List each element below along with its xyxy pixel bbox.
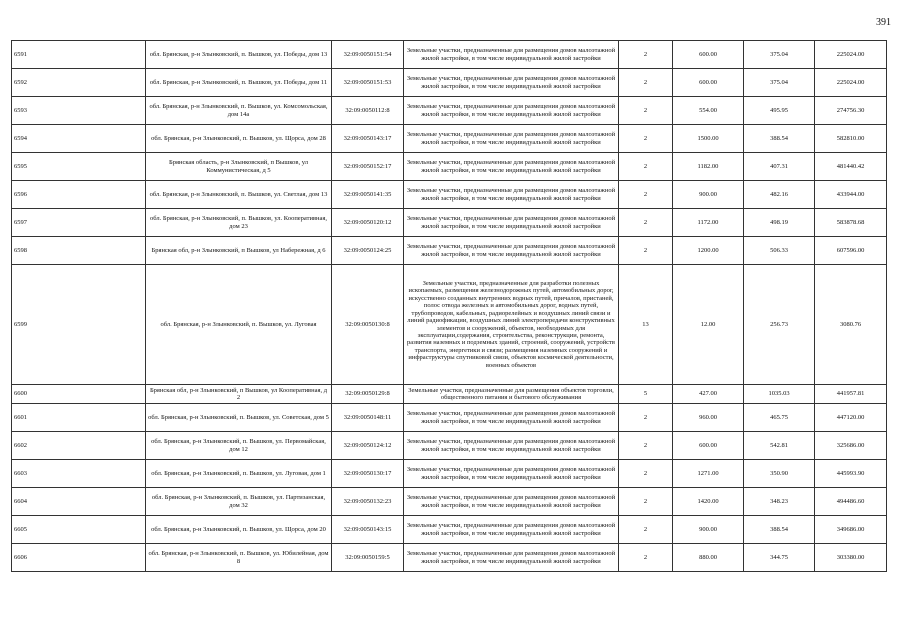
area-cell: 900.00 <box>673 516 744 544</box>
land-use-cell: Земельные участки, предназначенные для размещения домов малоэтажной жилой застройки, в том числе индивидуальной жилой застройки <box>404 41 619 69</box>
address-cell: обл. Брянская, р-н Злынковский, п. Вышков, ул. Кооперативная, дом 23 <box>146 209 332 237</box>
area-cell: 1420.00 <box>673 488 744 516</box>
land-use-cell: Земельные участки, предназначенные для размещения домов малоэтажной жилой застройки, в том числе индивидуальной жилой застройки <box>404 209 619 237</box>
area-cell: 880.00 <box>673 544 744 572</box>
address-cell: обл. Брянская, р-н Злынковский, п. Вышков, ул. Луговая, дом 1 <box>146 460 332 488</box>
cadastral-value-cell: 481440.42 <box>815 153 887 181</box>
cadastral-value-cell: 225024.00 <box>815 69 887 97</box>
table-row <box>12 237 887 265</box>
unit-value-cell: 498.19 <box>744 209 815 237</box>
address-cell: обл. Брянская, р-н Злынковский, п. Вышков, ул. Первомайская, дом 12 <box>146 432 332 460</box>
unit-value-cell: 542.81 <box>744 432 815 460</box>
unit-value-cell: 350.90 <box>744 460 815 488</box>
use-group-cell: 2 <box>619 460 673 488</box>
row-number: 6599 <box>12 265 146 385</box>
page-number: 391 <box>876 17 891 28</box>
row-number: 6600 <box>12 385 146 404</box>
table-row <box>12 209 887 237</box>
unit-value-cell: 482.16 <box>744 181 815 209</box>
cadastral-number-cell: 32:09:0050132:23 <box>332 488 404 516</box>
table-row <box>12 181 887 209</box>
row-number: 6594 <box>12 125 146 153</box>
use-group-cell: 2 <box>619 237 673 265</box>
address-cell: обл. Брянская, р-н Злынковский, п. Вышков, ул. Победы, дом 13 <box>146 41 332 69</box>
land-use-cell: Земельные участки, предназначенные для размещения домов малоэтажной жилой застройки, в том числе индивидуальной жилой застройки <box>404 488 619 516</box>
cadastral-number-cell: 32:09:0050129:8 <box>332 385 404 404</box>
area-cell: 960.00 <box>673 404 744 432</box>
use-group-cell: 2 <box>619 69 673 97</box>
row-number: 6592 <box>12 69 146 97</box>
table-row <box>12 488 887 516</box>
cadastral-number-cell: 32:09:0050130:8 <box>332 265 404 385</box>
row-number: 6597 <box>12 209 146 237</box>
cadastral-number-cell: 32:09:0050152:17 <box>332 153 404 181</box>
land-use-cell: Земельные участки, предназначенные для размещения домов малоэтажной жилой застройки, в том числе индивидуальной жилой застройки <box>404 97 619 125</box>
cadastral-number-cell: 32:09:0050148:11 <box>332 404 404 432</box>
row-number: 6601 <box>12 404 146 432</box>
cadastral-value-cell: 225024.00 <box>815 41 887 69</box>
row-number: 6604 <box>12 488 146 516</box>
address-cell: обл. Брянская, р-н Злынковский, п. Вышков, ул. Щорса, дом 28 <box>146 125 332 153</box>
address-cell: обл. Брянская, р-н Злынковский, п. Вышков, ул. Комсомольская, дом 14а <box>146 97 332 125</box>
cadastral-number-cell: 32:09:0050143:17 <box>332 125 404 153</box>
unit-value-cell: 388.54 <box>744 516 815 544</box>
address-cell: Брянская обл, р-н Злынковский, п Вышков, ул Кооперативная, д 2 <box>146 385 332 404</box>
area-cell: 600.00 <box>673 69 744 97</box>
use-group-cell: 2 <box>619 41 673 69</box>
cadastral-number-cell: 32:09:0050143:15 <box>332 516 404 544</box>
row-number: 6602 <box>12 432 146 460</box>
land-use-cell: Земельные участки, предназначенные для размещения домов малоэтажной жилой застройки, в том числе индивидуальной жилой застройки <box>404 432 619 460</box>
use-group-cell: 2 <box>619 544 673 572</box>
land-use-cell: Земельные участки, предназначенные для размещения домов малоэтажной жилой застройки, в том числе индивидуальной жилой застройки <box>404 237 619 265</box>
land-use-cell: Земельные участки, предназначенные для размещения домов малоэтажной жилой застройки, в том числе индивидуальной жилой застройки <box>404 404 619 432</box>
table-row <box>12 404 887 432</box>
use-group-cell: 2 <box>619 516 673 544</box>
area-cell: 427.00 <box>673 385 744 404</box>
use-group-cell: 2 <box>619 488 673 516</box>
address-cell: обл. Брянская, р-н Злынковский, п. Вышков, ул. Светлая, дом 13 <box>146 181 332 209</box>
unit-value-cell: 344.75 <box>744 544 815 572</box>
cadastral-value-cell: 582810.00 <box>815 125 887 153</box>
area-cell: 1200.00 <box>673 237 744 265</box>
row-number: 6598 <box>12 237 146 265</box>
row-number: 6593 <box>12 97 146 125</box>
table-row <box>12 516 887 544</box>
cadastral-number-cell: 32:09:0050159:5 <box>332 544 404 572</box>
unit-value-cell: 256.73 <box>744 265 815 385</box>
land-use-cell: Земельные участки, предназначенные для размещения домов малоэтажной жилой застройки, в том числе индивидуальной жилой застройки <box>404 125 619 153</box>
row-number: 6603 <box>12 460 146 488</box>
area-cell: 1172.00 <box>673 209 744 237</box>
cadastral-number-cell: 32:09:0050120:12 <box>332 209 404 237</box>
cadastral-number-cell: 32:09:0050141:35 <box>332 181 404 209</box>
land-use-cell: Земельные участки, предназначенные для разработки полезных ископаемых, размещения железнодорожных путей, автомобильных дорог, искусственно созданных внутренних водных путей, причалов, пристаней, полос отвода железных и автомобильных дорог, водных путей, трубопроводов, кабельных, радиорелейных и воздушных линий связи и линий радиофикации, воздушных линий электропередачи конструктивных элементов и сооружений, объектов, необходимых для эксплуатации,содержания, строительства, реконструкции, ремонта, развития наземных и подземных зданий, строений, сооружений, устройств транспорта, энергетики и связи; размещения наземных сооружений и инфраструктуры спутниковой связи, объектов космической деятельности, военных объектов <box>404 265 619 385</box>
cadastral-value-cell: 349686.00 <box>815 516 887 544</box>
area-cell: 600.00 <box>673 432 744 460</box>
cadastral-value-cell: 3080.76 <box>815 265 887 385</box>
address-cell: обл. Брянская, р-н Злынковский, п. Вышков, ул. Советская, дом 5 <box>146 404 332 432</box>
use-group-cell: 2 <box>619 97 673 125</box>
cadastral-number-cell: 32:09:0050112:8 <box>332 97 404 125</box>
cadastral-value-cell: 325686.00 <box>815 432 887 460</box>
cadastral-number-cell: 32:09:0050124:12 <box>332 432 404 460</box>
area-cell: 600.00 <box>673 41 744 69</box>
cadastral-number-cell: 32:09:0050124:25 <box>332 237 404 265</box>
cadastral-value-cell: 447120.00 <box>815 404 887 432</box>
cadastral-number-cell: 32:09:0050151:53 <box>332 69 404 97</box>
unit-value-cell: 407.31 <box>744 153 815 181</box>
row-number: 6596 <box>12 181 146 209</box>
cadastral-value-cell: 607596.00 <box>815 237 887 265</box>
unit-value-cell: 388.54 <box>744 125 815 153</box>
row-number: 6605 <box>12 516 146 544</box>
row-number: 6606 <box>12 544 146 572</box>
address-cell: Брянская область, р-н Злынковский, п Вышков, ул Коммунистическая, д 5 <box>146 153 332 181</box>
use-group-cell: 2 <box>619 181 673 209</box>
use-group-cell: 13 <box>619 265 673 385</box>
unit-value-cell: 495.95 <box>744 97 815 125</box>
land-use-cell: Земельные участки, предназначенные для размещения домов малоэтажной жилой застройки, в том числе индивидуальной жилой застройки <box>404 153 619 181</box>
area-cell: 12.00 <box>673 265 744 385</box>
cadastral-value-cell: 303380.00 <box>815 544 887 572</box>
use-group-cell: 2 <box>619 209 673 237</box>
use-group-cell: 5 <box>619 385 673 404</box>
address-cell: обл. Брянская, р-н Злынковский, п. Вышков, ул. Партизанская, дом 32 <box>146 488 332 516</box>
cadastral-value-cell: 494486.60 <box>815 488 887 516</box>
row-number: 6591 <box>12 41 146 69</box>
area-cell: 900.00 <box>673 181 744 209</box>
unit-value-cell: 375.04 <box>744 41 815 69</box>
table-row <box>12 544 887 572</box>
table-row <box>12 125 887 153</box>
unit-value-cell: 1035.03 <box>744 385 815 404</box>
cadastral-value-table <box>11 40 887 572</box>
use-group-cell: 2 <box>619 125 673 153</box>
address-cell: обл. Брянская, р-н Злынковский, п. Вышков, ул. Юбилейная, дом 8 <box>146 544 332 572</box>
unit-value-cell: 375.04 <box>744 69 815 97</box>
cadastral-value-cell: 583878.68 <box>815 209 887 237</box>
table-row <box>12 385 887 404</box>
address-cell: обл. Брянская, р-н Злынковский, п. Вышков, ул. Щорса, дом 20 <box>146 516 332 544</box>
unit-value-cell: 506.33 <box>744 237 815 265</box>
cadastral-value-cell: 441957.81 <box>815 385 887 404</box>
area-cell: 554.00 <box>673 97 744 125</box>
land-use-cell: Земельные участки, предназначенные для размещения домов малоэтажной жилой застройки, в том числе индивидуальной жилой застройки <box>404 181 619 209</box>
row-number: 6595 <box>12 153 146 181</box>
area-cell: 1500.00 <box>673 125 744 153</box>
unit-value-cell: 348.23 <box>744 488 815 516</box>
area-cell: 1182.00 <box>673 153 744 181</box>
address-cell: обл. Брянская, р-н Злынковский, п. Вышков, ул. Луговая <box>146 265 332 385</box>
area-cell: 1271.00 <box>673 460 744 488</box>
land-use-cell: Земельные участки, предназначенные для размещения домов малоэтажной жилой застройки, в том числе индивидуальной жилой застройки <box>404 516 619 544</box>
table-row <box>12 460 887 488</box>
table-row <box>12 153 887 181</box>
table-row <box>12 69 887 97</box>
address-cell: Брянская обл, р-н Злынковский, п Вышков, ул Набережная, д 6 <box>146 237 332 265</box>
address-cell: обл. Брянская, р-н Злынковский, п. Вышков, ул. Победы, дом 11 <box>146 69 332 97</box>
table-row <box>12 432 887 460</box>
land-use-cell: Земельные участки, предназначенные для размещения объектов торговли, общественного питания и бытового обслуживания <box>404 385 619 404</box>
cadastral-value-cell: 274756.30 <box>815 97 887 125</box>
land-use-cell: Земельные участки, предназначенные для размещения домов малоэтажной жилой застройки, в том числе индивидуальной жилой застройки <box>404 544 619 572</box>
table-row <box>12 41 887 69</box>
table-row <box>12 97 887 125</box>
use-group-cell: 2 <box>619 432 673 460</box>
table-row <box>12 265 887 385</box>
cadastral-number-cell: 32:09:0050151:54 <box>332 41 404 69</box>
cadastral-value-cell: 433944.00 <box>815 181 887 209</box>
use-group-cell: 2 <box>619 404 673 432</box>
land-use-cell: Земельные участки, предназначенные для размещения домов малоэтажной жилой застройки, в том числе индивидуальной жилой застройки <box>404 69 619 97</box>
use-group-cell: 2 <box>619 153 673 181</box>
unit-value-cell: 465.75 <box>744 404 815 432</box>
land-use-cell: Земельные участки, предназначенные для размещения домов малоэтажной жилой застройки, в том числе индивидуальной жилой застройки <box>404 460 619 488</box>
cadastral-number-cell: 32:09:0050130:17 <box>332 460 404 488</box>
cadastral-value-cell: 445993.90 <box>815 460 887 488</box>
